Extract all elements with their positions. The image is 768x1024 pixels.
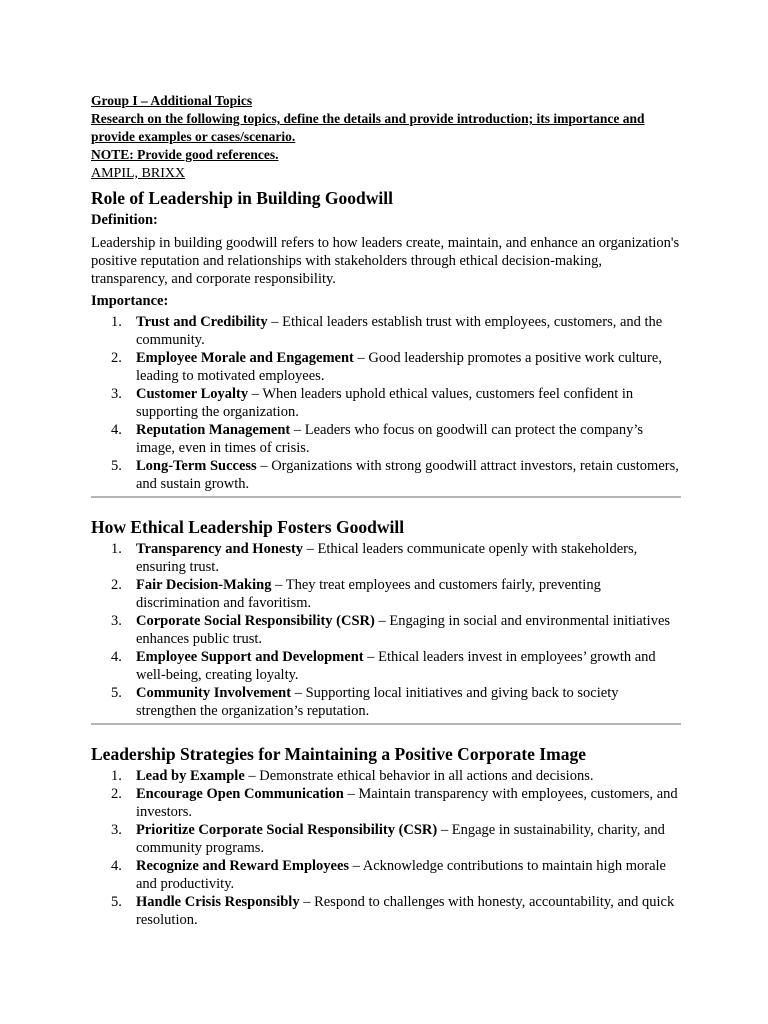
section-title-ethical-leadership: How Ethical Leadership Fosters Goodwill: [91, 517, 405, 537]
item-text: – Demonstrate ethical behavior in all actions and decisions.: [244, 768, 594, 784]
item-text: – Leaders who focus on goodwill can protect the company’s image, even in times of crisis.: [136, 422, 644, 456]
list-item: 1. Transparency and Honesty – Ethical leaders communicate openly with stakeholders, ensuring trust.: [111, 541, 638, 575]
list-item: 3. Corporate Social Responsibility (CSR) – Engaging in social and environmental initiatives enhances public trust.: [111, 613, 671, 647]
item-text: – Good leadership promotes a positive work culture, leading to motivated employees.: [136, 350, 662, 384]
item-text: – Ethical leaders establish trust with employees, customers, and the community.: [136, 314, 663, 348]
item-text: – Maintain transparency with employees, customers, and investors.: [136, 786, 678, 820]
item-term: Community Involvement: [136, 685, 292, 701]
ethical-leadership-list: [91, 540, 681, 720]
item-term: Recognize and Reward Employees: [136, 858, 350, 874]
list-item: 5. Handle Crisis Responsibly – Respond to challenges with honesty, accountability, and quick resolution.: [111, 894, 675, 928]
item-term: Corporate Social Responsibility (CSR): [136, 613, 375, 629]
list-item: 3. Customer Loyalty – When leaders uphold ethical values, customers feel confident in supporting the organization.: [111, 386, 634, 420]
list-item: 2. Encourage Open Communication – Maintain transparency with employees, customers, and investors.: [111, 786, 678, 820]
section-divider: [91, 723, 681, 725]
section-title-role-of-leadership: Role of Leadership in Building Goodwill: [91, 188, 393, 208]
item-term: Fair Decision-Making: [136, 577, 272, 593]
item-text: – Organizations with strong goodwill attract investors, retain customers, and sustain growth.: [136, 458, 679, 492]
instruction-text: Research on the following topics, define the details and provide introduction; its importance and provide examples or cases/scenario.: [91, 111, 645, 144]
item-term: Transparency and Honesty: [136, 541, 304, 557]
item-text: – Engaging in social and environmental initiatives enhances public trust.: [136, 613, 671, 647]
document-page: [91, 92, 681, 929]
list-item: 4. Recognize and Reward Employees – Acknowledge contributions to maintain high morale and productivity.: [111, 858, 666, 892]
list-item: 1. Trust and Credibility – Ethical leaders establish trust with employees, customers, and the community.: [111, 314, 663, 348]
item-term: Lead by Example: [136, 768, 245, 784]
item-term: Employee Support and Development: [136, 649, 364, 665]
importance-label: Importance:: [91, 293, 169, 309]
item-text: – Supporting local initiatives and giving back to society strengthen the organization’s reputation.: [136, 685, 619, 719]
item-text: – Ethical leaders communicate openly with stakeholders, ensuring trust.: [136, 541, 638, 575]
item-term: Long-Term Success: [136, 458, 257, 474]
importance-list: [91, 313, 681, 493]
item-text: – They treat employees and customers fairly, preventing discrimination and favoritism.: [136, 577, 601, 611]
list-item: 1. Lead by Example – Demonstrate ethical behavior in all actions and decisions.: [111, 768, 594, 784]
item-text: – When leaders uphold ethical values, customers feel confident in supporting the organization.: [136, 386, 634, 420]
item-term: Employee Morale and Engagement: [136, 350, 354, 366]
item-term: Handle Crisis Responsibly: [136, 894, 300, 910]
item-term: Prioritize Corporate Social Responsibility (CSR): [136, 822, 438, 838]
definition-label: Definition:: [91, 212, 158, 228]
list-item: 2. Fair Decision-Making – They treat employees and customers fairly, preventing discrimination and favoritism.: [111, 577, 601, 611]
list-item: 5. Community Involvement – Supporting local initiatives and giving back to society strengthen the organization’s reputation.: [111, 685, 619, 719]
item-term: Reputation Management: [136, 422, 291, 438]
leadership-strategies-list: [91, 767, 681, 929]
list-item: 4. Reputation Management – Leaders who focus on goodwill can protect the company’s image, even in times of crisis.: [111, 422, 644, 456]
definition-text: Leadership in building goodwill refers to how leaders create, maintain, and enhance an organization's positive reputation and relationships with stakeholders through ethical decision-making, transparency, and corporate responsibility.: [91, 235, 680, 287]
list-item: 3. Prioritize Corporate Social Responsibility (CSR) – Engage in sustainability, charity, and community programs.: [111, 822, 665, 856]
item-text: – Acknowledge contributions to maintain high morale and productivity.: [136, 858, 666, 892]
item-term: Trust and Credibility: [136, 314, 268, 330]
item-text: – Respond to challenges with honesty, accountability, and quick resolution.: [136, 894, 675, 928]
item-term: Encourage Open Communication: [136, 786, 344, 802]
item-text: – Ethical leaders invest in employees’ growth and well-being, creating loyalty.: [136, 649, 656, 683]
note-text: NOTE: Provide good references.: [91, 147, 279, 162]
section-divider: [91, 496, 681, 498]
item-text: – Engage in sustainability, charity, and community programs.: [136, 822, 665, 856]
group-heading: Group I – Additional Topics: [91, 93, 253, 108]
item-term: Customer Loyalty: [136, 386, 249, 402]
list-item: 5. Long-Term Success – Organizations with strong goodwill attract investors, retain customers, and sustain growth.: [111, 458, 679, 492]
section-title-leadership-strategies: Leadership Strategies for Maintaining a Positive Corporate Image: [91, 744, 586, 764]
list-item: 2. Employee Morale and Engagement – Good leadership promotes a positive work culture, leading to motivated employees.: [111, 350, 662, 384]
list-item: 4. Employee Support and Development – Ethical leaders invest in employees’ growth and well-being, creating loyalty.: [111, 649, 656, 683]
author-name: AMPIL, BRIXX: [91, 166, 186, 181]
